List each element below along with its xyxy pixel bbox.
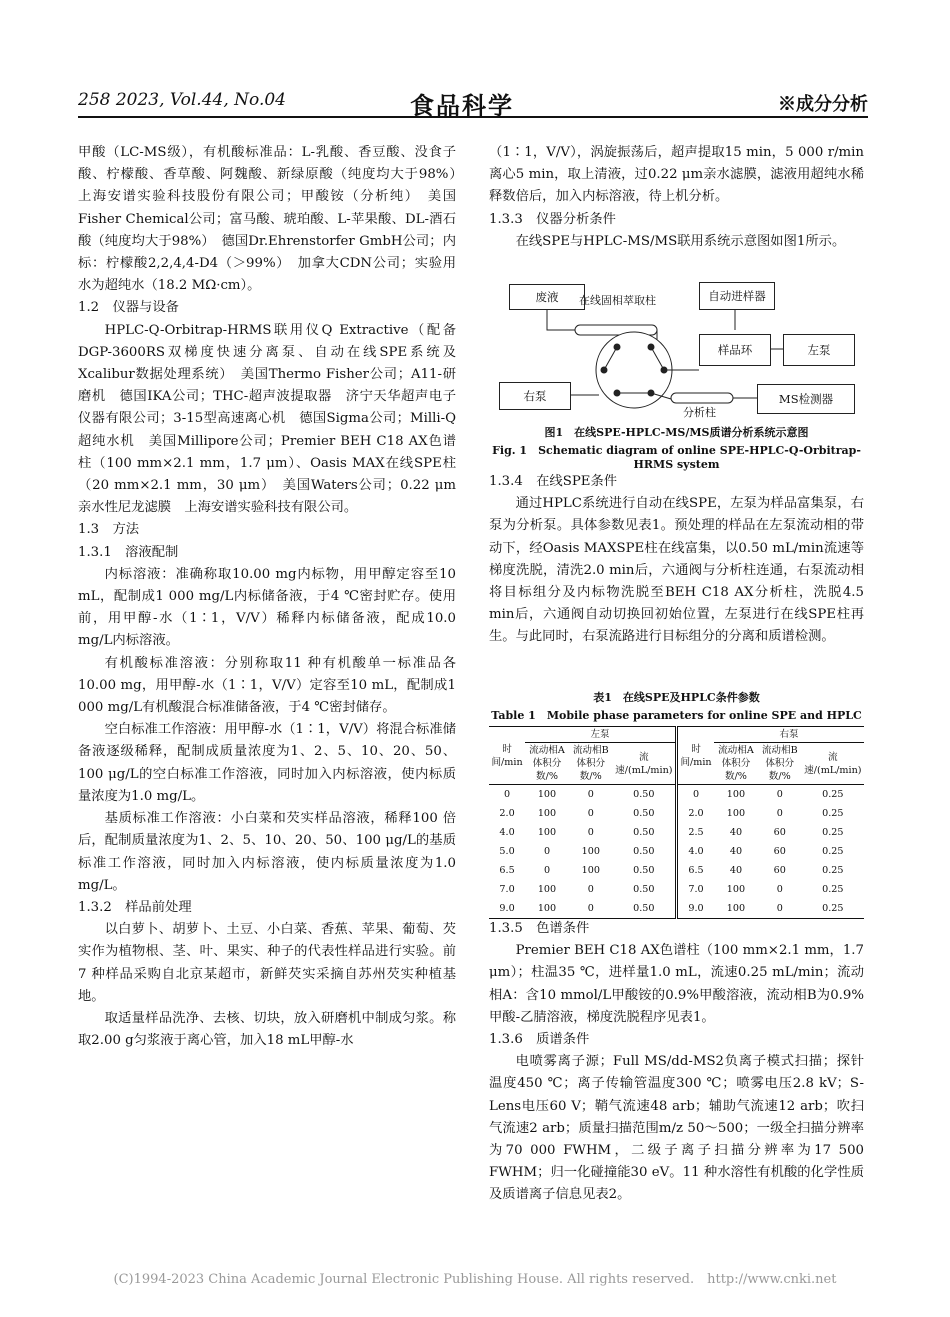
section-heading: 1.3.4 在线SPE条件	[489, 474, 618, 489]
section-heading: 1.3.5 色谱条件	[489, 921, 590, 936]
col-header-time-right: 时间/min	[676, 727, 714, 785]
paragraph: 有机酸标准溶液：分别称取11 种有机酸单一标准品各10.00 mg，用甲醇-水（1∶1，V/V）定容至10 mL，配制成1 000 mg/L有机酸混合标准储备液，于4 ℃密封储存。	[78, 655, 456, 716]
table-cell: 4.0	[688, 846, 704, 857]
table-cell: 40	[729, 827, 743, 838]
table-row	[489, 804, 864, 823]
section-heading: 1.2 仪器与设备	[78, 300, 179, 316]
section-heading: 1.3.6 质谱条件	[489, 1032, 590, 1048]
copyright-footer: (C)1994-2023 China Academic Journal Electronic Publishing House. All rights reserved. http://www.cnki.net	[113, 1272, 837, 1287]
table-cell: 100	[726, 808, 746, 819]
table-row	[489, 880, 864, 899]
paragraph: 在线SPE与HPLC-MS/MS联用系统示意图如图1所示。	[515, 233, 846, 249]
table-row	[489, 823, 864, 842]
table-cell: 4.0	[499, 827, 515, 838]
table-cell: 100	[537, 827, 557, 838]
table-cell: 2.5	[688, 827, 704, 838]
table-row	[489, 785, 864, 805]
table-cell: 100	[726, 789, 746, 800]
group-header-right: 右泵	[714, 727, 864, 743]
table-cell: 100	[714, 899, 758, 919]
table-cell: 0	[504, 789, 511, 800]
waste-box: 废液	[509, 284, 585, 310]
right-column-mid	[489, 471, 864, 649]
table-cell: 0.50	[613, 880, 677, 899]
table-cell: 0	[543, 846, 551, 857]
table-cell: 100	[726, 884, 746, 895]
section-heading: 1.3 方法	[78, 522, 140, 538]
paragraph: （1∶1，V/V），涡旋振荡后，超声提取15 min，5 000 r/min离心5 min，取上清液，过0.22 μm亲水滤膜，滤液用超纯水稀释数倍后，加入内标溶液，待上机分析。	[489, 145, 864, 205]
table-cell: 0	[776, 884, 783, 895]
table-cell: 40	[729, 865, 743, 876]
paragraph: Premier BEH C18 AX色谱柱（100 mm×2.1 mm，1.7 μm）；柱温35 ℃，进样量1.0 mL，流速0.25 mL/min；流动相A：含10 mmol/L甲酸铵的0.9%甲酸溶液，流动相B为0.9%甲酸-乙腈溶液，梯度洗脱程序见表1。	[489, 943, 864, 1025]
table-cell: 7.0	[688, 884, 704, 895]
table-cell: 0.25	[822, 846, 844, 857]
table-1-caption-en: Table 1 Mobile phase parameters for online SPE and HPLC	[491, 709, 862, 722]
table-cell: 0	[543, 865, 551, 876]
table-cell: 5.0	[499, 846, 515, 857]
table-row	[489, 899, 864, 919]
table-cell: 100	[581, 865, 600, 876]
table-cell: 6.5	[499, 865, 515, 876]
table-cell: 0	[587, 789, 594, 800]
section-label: ※成分分析	[778, 94, 868, 115]
table-1-caption-cn: 表1 在线SPE及HPLC条件参数	[593, 691, 760, 704]
table-cell: 100	[537, 789, 557, 800]
col-header-b-left: 流动相B体积分数/%	[569, 743, 613, 785]
table-cell: 60	[773, 846, 786, 857]
left-column	[78, 142, 470, 1052]
table-cell: 0.50	[613, 861, 677, 880]
table-cell: 0.50	[613, 899, 677, 919]
table-cell: 0.25	[822, 865, 844, 876]
right-column-top	[489, 142, 864, 253]
table-cell: 100	[537, 808, 557, 819]
table-cell: 100	[581, 846, 600, 857]
table-cell: 9.0	[489, 899, 525, 919]
col-header-flow-left: 流速/(mL/min)	[613, 743, 677, 785]
table-cell: 100	[525, 899, 569, 919]
right-column-bottom	[489, 918, 864, 1207]
table-cell: 40	[729, 846, 743, 857]
figure-1	[489, 274, 864, 422]
table-1	[489, 726, 864, 919]
table-cell: 0	[587, 884, 594, 895]
paragraph: HPLC-Q-Orbitrap-HRMS联用仪Q Extractive（配备DGP-3600RS双梯度快速分离泵、自动在线SPE系统及Xcalibur数据处理系统） 美国Thermo Fisher公司；A11-研磨机 德国IKA公司；THC-超声波提取器 济宁天华超声电子仪器有限公司；3-15型高速离心机 德国Sigma公司；Milli-Q超纯水机 美国Millipore公司；Premier BEH C18 AX色谱柱（100 mm×2.1 mm，1.7 μm）、Oasis MAX在线SPE柱（20 mm×2.1 mm，30 μm） 美国Waters公司；0.22 μm亲水性尼龙滤膜 上海安谱实验科技有限公司。	[78, 322, 456, 516]
table-row	[489, 861, 864, 880]
group-header-left: 左泵	[525, 727, 676, 743]
table-cell: 0	[776, 789, 783, 800]
table-row	[489, 842, 864, 861]
table-cell: 0.50	[613, 842, 677, 861]
spe-column-label: 在线固相萃取柱	[579, 294, 656, 307]
table-cell: 0.25	[802, 899, 864, 919]
table-cell: 0.50	[613, 804, 677, 823]
col-header-time-left: 时间/min	[489, 727, 525, 785]
table-cell: 6.5	[688, 865, 704, 876]
table-cell: 0.25	[822, 808, 844, 819]
section-heading: 1.3.3 仪器分析条件	[489, 211, 616, 227]
paragraph: 甲酸（LC-MS级），有机酸标准品：L-乳酸、香豆酸、没食子酸、柠檬酸、香草酸、阿魏酸、新绿原酸（纯度均大于98%） 上海安谱实验科技股份有限公司；甲酸铵（分析纯） 美国Fisher Chemical公司；富马酸、琥珀酸、L-苹果酸、DL-酒石酸（纯度均大于98%） 德国Dr.Ehrenstorfer GmbH公司；内标：柠檬酸2,2,4,4-D4（＞99%） 加拿大CDN公司；实验用水为超纯水（18.2 MΩ·cm）。	[78, 145, 470, 294]
table-cell: 60	[773, 865, 786, 876]
journal-title: 食品科学	[410, 92, 514, 120]
table-cell: 0	[692, 789, 700, 800]
paragraph: 电喷雾离子源；Full MS/dd-MS2负离子模式扫描；探针温度450 ℃；离子传输管温度300 ℃；喷雾电压2.8 kV；S-Lens电压60 V；鞘气流速48 arb；辅助气流速12 arb；吹扫气流速2 arb；质量扫描范围m/z 50～500；一级全扫描分辨率为70 000 FWHM，二级子离子扫描分辨率为17 500 FWHM；归一化碰撞能30 eV。11 种水溶性有机酸的化学性质及质谱离子信息见表2。	[489, 1054, 864, 1203]
paragraph: 空白标准工作溶液：用甲醇-水（1∶1，V/V）将混合标准储备液逐级稀释，配制成质量浓度为1、2、5、10、20、50、100 μg/L的空白标准工作溶液，同时加入内标溶液，使内标质量浓度为1.0 mg/L。	[78, 722, 456, 804]
col-header-flow-right: 流速/(mL/min)	[802, 743, 864, 785]
paragraph: 内标溶液：准确称取10.00 mg内标物，用甲醇定容至10 mL，配制成1 000 mg/L内标储备液，于4 ℃密封贮存。使用前，用甲醇-水（1∶1，V/V）稀释内标储备液，配成10.0 mg/L内标溶液。	[78, 566, 456, 649]
table-cell: 0.50	[613, 823, 677, 842]
autosampler-box: 自动进样器	[699, 282, 775, 310]
table-cell: 0.25	[822, 827, 844, 838]
table-cell: 60	[773, 827, 786, 838]
analytical-column-label: 分析柱	[683, 406, 716, 419]
sample-loop-box: 样品环	[699, 334, 771, 366]
paragraph: 取适量样品洗净、去核、切块，放入研磨机中制成匀浆。称取2.00 g匀浆液于离心管，加入18 mL甲醇-水	[78, 1010, 456, 1049]
table-cell: 0	[587, 808, 594, 819]
paragraph: 通过HPLC系统进行自动在线SPE，左泵为样品富集泵，右泵为分析泵。具体参数见表1。预处理的样品在左泵流动相的带动下，经Oasis MAXSPE柱在线富集，以0.50 mL/min流速等梯度洗脱，清洗2.0 min后，六通阀与分析柱连通，右泵流动相将目标组分及内标物洗脱至BEH C18 AX分析柱，洗脱4.5 min后，六通阀自动切换回初始位置，左泵进行在线SPE柱再生。与此同时，右泵流路进行目标组分的分离和质谱检测。	[489, 496, 864, 645]
header-rule	[78, 116, 868, 118]
right-pump-box: 右泵	[499, 382, 571, 410]
table-cell: 9.0	[676, 899, 714, 919]
figure-1-caption-en: Fig. 1 Schematic diagram of online SPE-HPLC-Q-Orbitrap-HRMS system	[492, 444, 861, 471]
left-pump-box: 左泵	[783, 334, 855, 366]
paragraph: 基质标准工作溶液：小白菜和芡实样品溶液，稀释100 倍后，配制质量浓度为1、2、5、10、20、50、100 μg/L的基质标准工作溶液，同时加入内标溶液，使内标质量浓度为1.0 mg/L。	[78, 811, 456, 893]
table-cell: 2.0	[688, 808, 704, 819]
figure-1-caption-cn: 图1 在线SPE-HPLC-MS/MS质谱分析系统示意图	[544, 426, 809, 439]
col-header-b-right: 流动相B体积分数/%	[758, 743, 802, 785]
table-cell: 0.25	[822, 789, 844, 800]
section-heading: 1.3.1 溶液配制	[78, 544, 179, 560]
table-cell: 0	[776, 808, 783, 819]
table-cell: 0	[587, 827, 594, 838]
paragraph: 以白萝卜、胡萝卜、土豆、小白菜、香蕉、苹果、葡萄、芡实作为植物根、茎、叶、果实、种子的代表性样品进行实验。前7 种样品采购自北京某超市，新鲜芡实采摘自苏州芡实种植基地。	[78, 922, 456, 1004]
table-cell: 2.0	[499, 808, 515, 819]
table-cell: 0.25	[822, 884, 844, 895]
table-cell: 100	[537, 884, 557, 895]
table-cell: 0	[758, 899, 802, 919]
section-heading: 1.3.2 样品前处理	[78, 899, 192, 915]
table-cell: 0	[569, 899, 613, 919]
ms-detector-box: MS检测器	[757, 384, 855, 414]
page-header-left: 258 2023, Vol.44, No.04	[78, 90, 287, 110]
col-header-a-left: 流动相A体积分数/%	[525, 743, 569, 785]
col-header-a-right: 流动相A体积分数/%	[714, 743, 758, 785]
table-cell: 0.50	[613, 785, 677, 805]
table-cell: 7.0	[499, 884, 515, 895]
